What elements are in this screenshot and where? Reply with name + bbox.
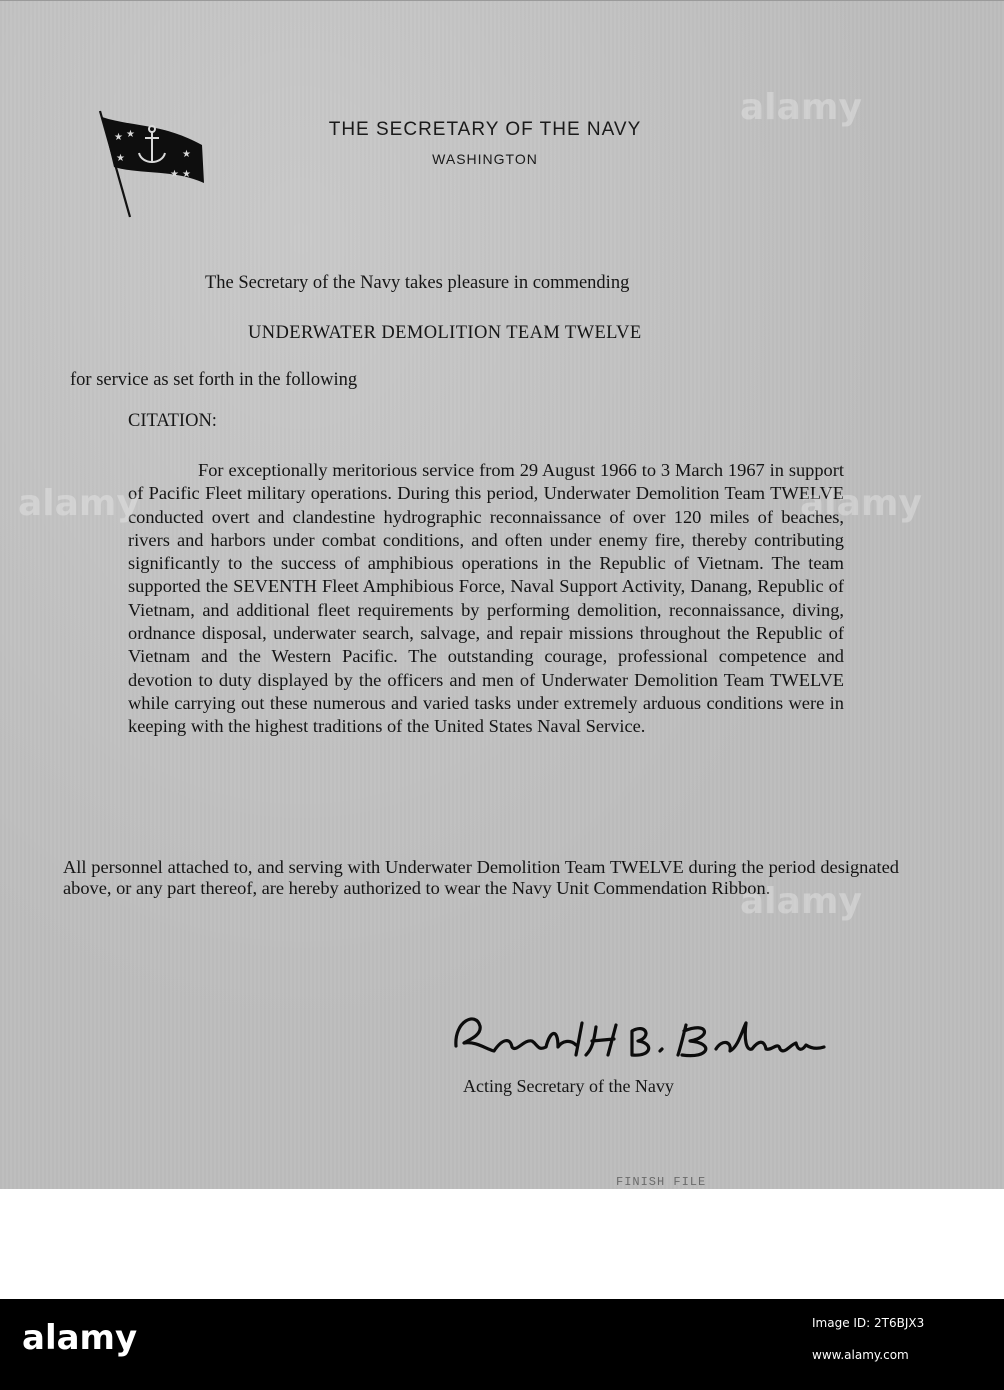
citation-label: CITATION: — [128, 411, 217, 431]
svg-text:★: ★ — [182, 169, 191, 180]
unit-name: UNDERWATER DEMOLITION TEAM TWELVE — [248, 323, 642, 343]
file-stamp: FINISH FILE — [616, 1175, 707, 1189]
stock-footer-bar — [0, 1299, 1004, 1390]
letterhead-subtitle: WASHINGTON — [432, 151, 538, 167]
svg-text:★: ★ — [126, 129, 135, 140]
closing-paragraph: All personnel attached to, and serving with Underwater Demolition Team TWELVE during the period designated above, or any part thereof, are hereby authorized to wear the Navy Unit Commendation Ribbon. — [63, 857, 899, 898]
signature — [446, 1001, 836, 1071]
signature-title: Acting Secretary of the Navy — [463, 1076, 674, 1096]
letterhead-title: THE SECRETARY OF THE NAVY — [328, 119, 642, 140]
svg-text:★: ★ — [114, 132, 123, 143]
navy-secretary-flag-icon — [92, 105, 212, 221]
intro-line: The Secretary of the Navy takes pleasure in commending — [205, 273, 630, 293]
svg-text:★: ★ — [170, 169, 179, 180]
citation-body: For exceptionally meritorious service from 29 August 1966 to 3 March 1967 in support of Pacific Fleet military operations. During this period, Underwater Demolition Team TWELVE conducted overt and clandestine hydrographic reconnaissance of over 120 miles of beaches, rivers and harbors under combat conditions, and often under enemy fire, thereby contributing significantly to the success of amphibious operations in the Republic of Vietnam. The team supported the SEVENTH Fleet Amphibious Force, Naval Support Activity, Danang, Republic of Vietnam, and additional fleet requirements by performing demolition, reconnaissance, diving, ordnance disposal, underwater search, salvage, and repair missions throughout the Republic of Vietnam and the Western Pacific. The outstanding courage, professional competence and devotion to duty displayed by the officers and men of Underwater Demolition Team TWELVE while carrying out these numerous and varied tasks under extremely arduous conditions were in keeping with the highest traditions of the United States Naval Service. — [128, 460, 844, 737]
site-url[interactable]: www.alamy.com — [812, 1348, 909, 1362]
svg-text:★: ★ — [116, 153, 125, 164]
for-service-line: for service as set forth in the following — [70, 370, 358, 390]
brand-logo[interactable]: alamy — [22, 1318, 138, 1358]
svg-text:★: ★ — [182, 149, 191, 160]
watermark: alamy — [740, 881, 862, 922]
watermark: alamy — [740, 87, 862, 128]
watermark: alamy — [18, 483, 140, 524]
watermark: alamy — [800, 483, 922, 524]
image-id: Image ID: 2T6BJX3 — [812, 1316, 925, 1330]
